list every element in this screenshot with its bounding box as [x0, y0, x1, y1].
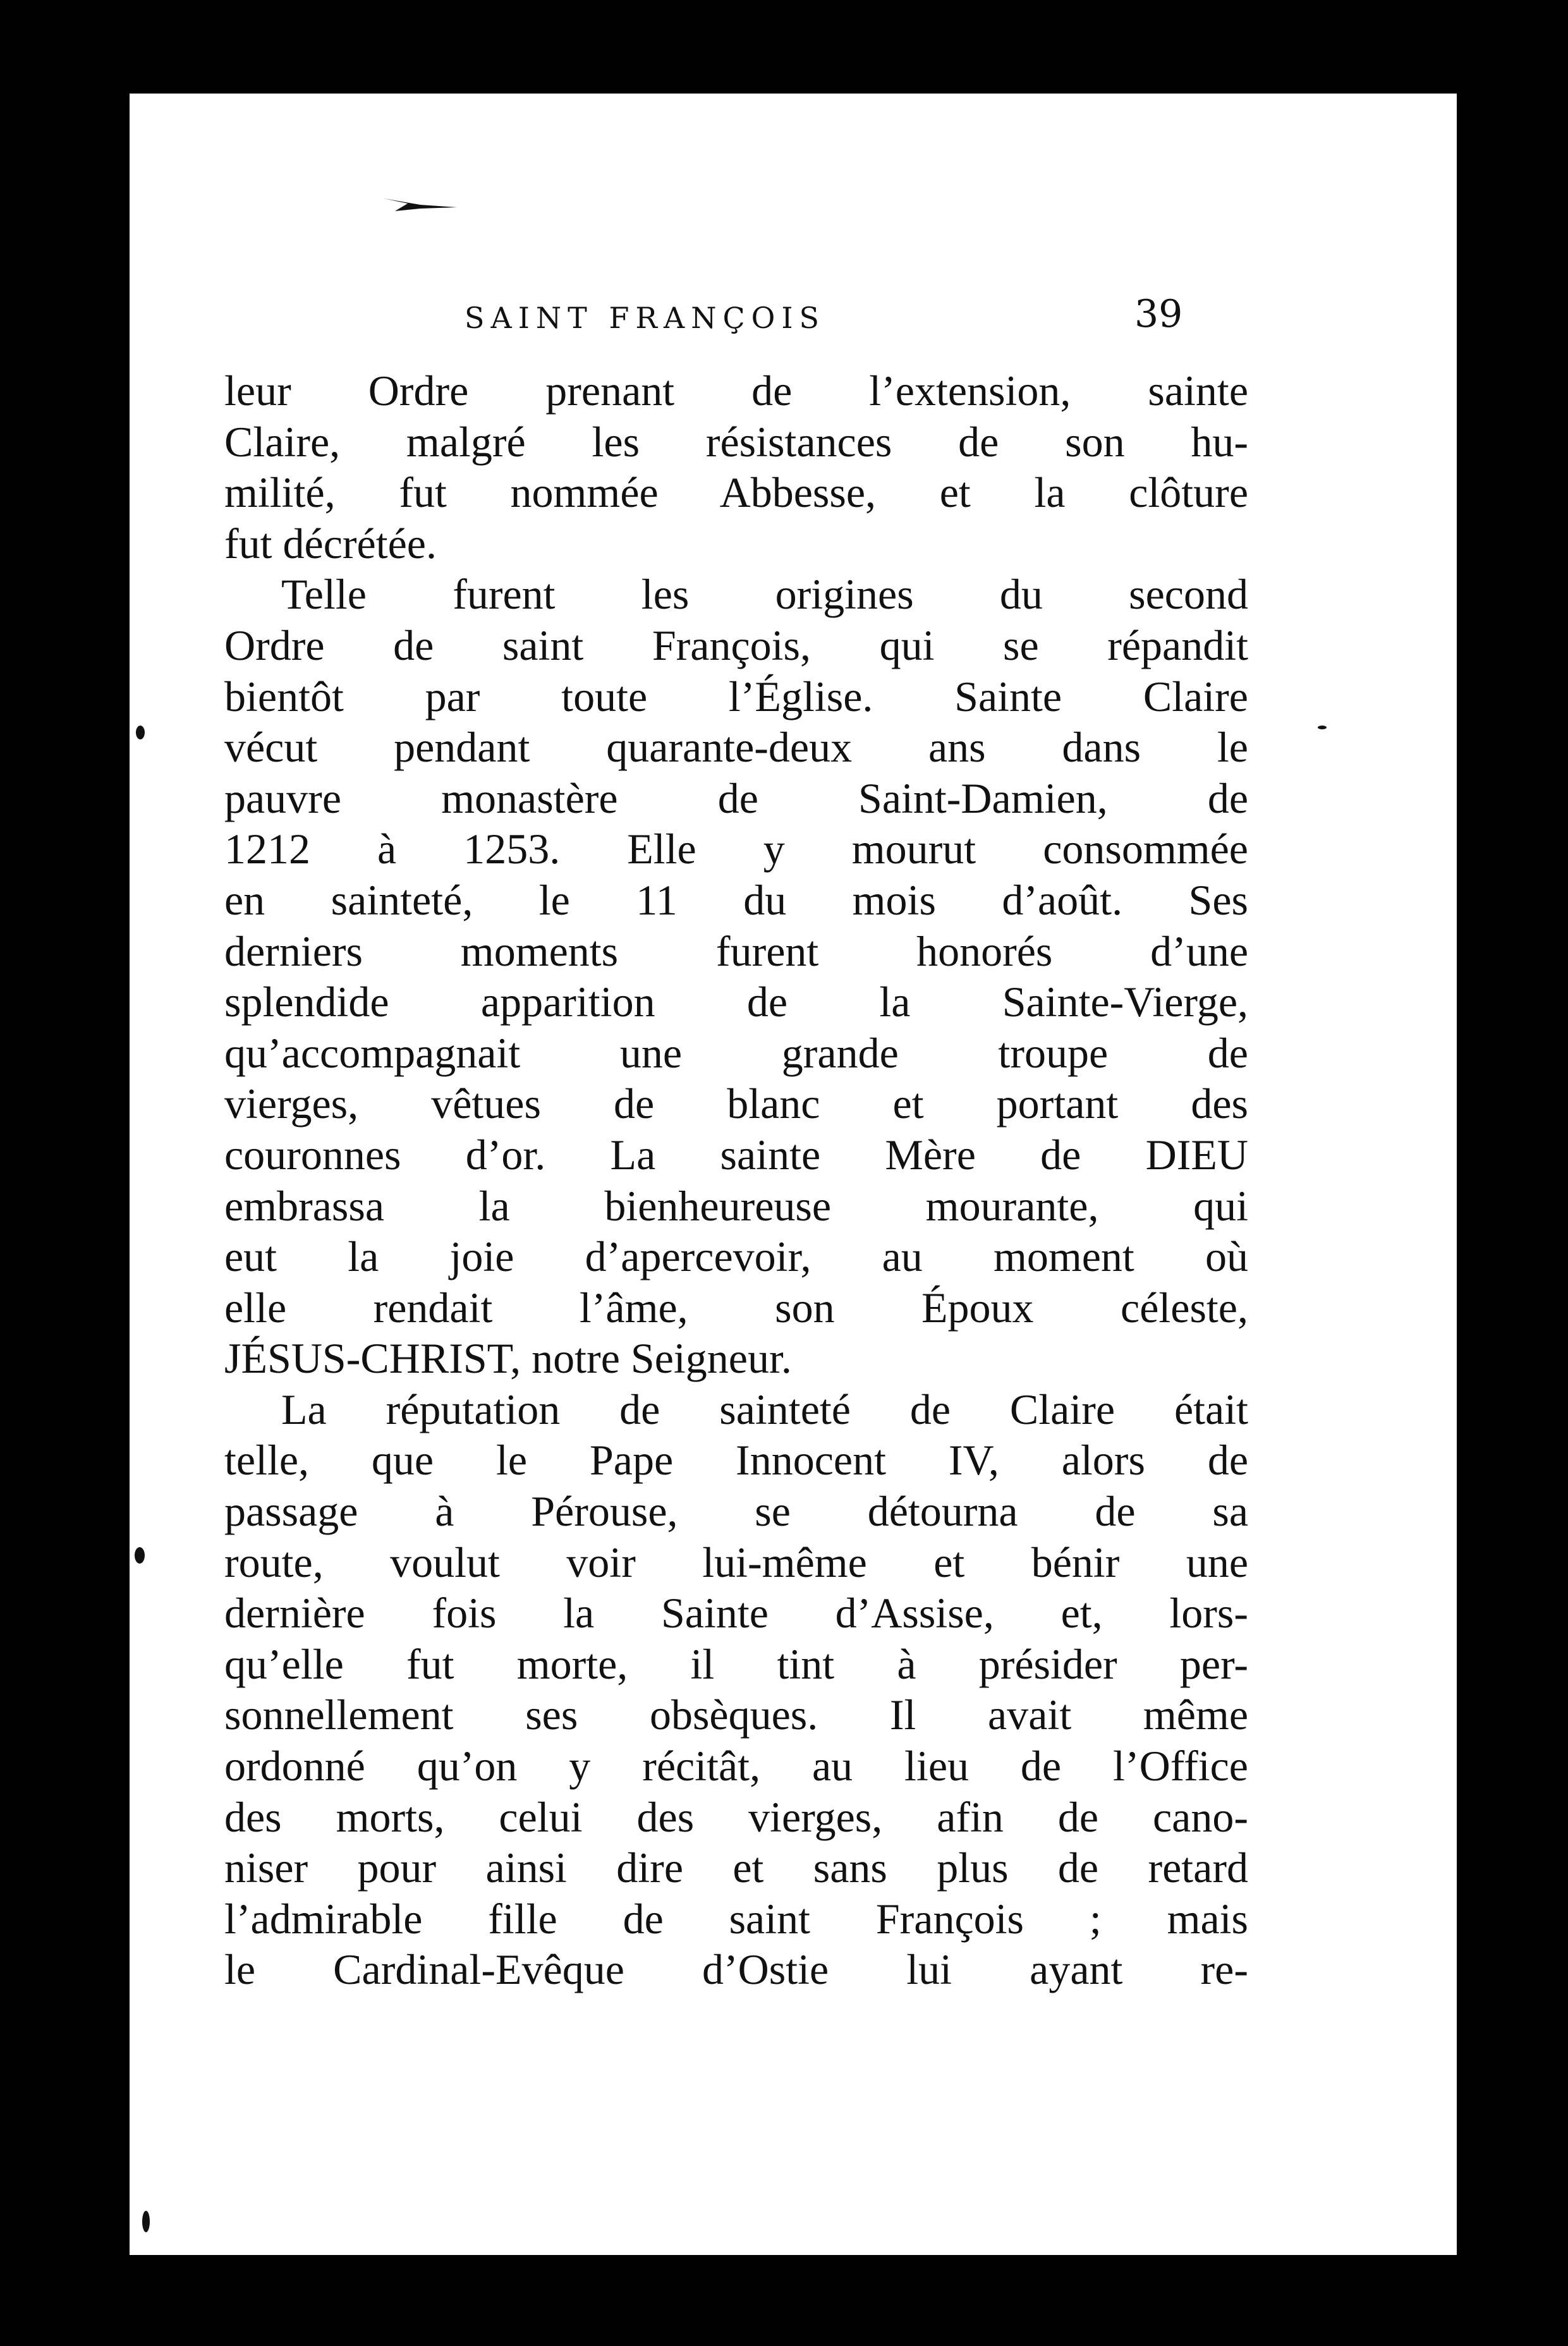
ink-speck [1318, 726, 1327, 729]
text-line: le Cardinal-Evêque d’Ostie lui ayant re- [224, 1945, 1248, 1994]
text-line: Ordre de saint François, qui se répandit [224, 621, 1248, 669]
book-page [130, 94, 1457, 2255]
text-line: 1212 à 1253. Elle y mourut consommée [224, 825, 1248, 873]
text-line: bientôt par toute l’Église. Sainte Claire [224, 672, 1248, 720]
text-line: niser pour ainsi dire et sans plus de retard [224, 1844, 1248, 1892]
text-line: milité, fut nommée Abbesse, et la clôture [224, 468, 1248, 517]
text-line: vécut pendant quarante-deux ans dans le [224, 723, 1248, 772]
text-line: des morts, celui des vierges, afin de cano- [224, 1792, 1248, 1841]
page-number: 39 [1134, 292, 1183, 336]
text-line: Claire, malgré les résistances de son hu- [224, 417, 1248, 466]
text-line: l’admirable fille de saint François ; mais [224, 1894, 1248, 1943]
ink-speck [142, 2211, 150, 2232]
text-line: passage à Pérouse, se détourna de sa [224, 1487, 1248, 1536]
text-line: sonnellement ses obsèques. Il avait même [224, 1691, 1248, 1739]
ink-speck [135, 1547, 145, 1564]
running-head [130, 283, 1242, 346]
text-line: eut la joie d’apercevoir, au moment où [224, 1232, 1248, 1281]
text-line: qu’elle fut morte, il tint à présider per- [224, 1639, 1248, 1688]
text-line: vierges, vêtues de blanc et portant des [224, 1079, 1248, 1128]
text-line: elle rendait l’âme, son Époux céleste, [224, 1283, 1248, 1332]
ink-speck [136, 726, 145, 739]
body-text [224, 365, 1248, 1995]
text-line: leur Ordre prenant de l’extension, sainte [224, 367, 1248, 415]
printer-ornament-mark [382, 195, 458, 212]
text-line: dernière fois la Sainte d’Assise, et, lors- [224, 1589, 1248, 1638]
text-line: ordonné qu’on y récitât, au lieu de l’Office [224, 1742, 1248, 1790]
text-line: derniers moments furent honorés d’une [224, 927, 1248, 975]
text-line: en sainteté, le 11 du mois d’août. Ses [224, 875, 1248, 924]
text-line: embrassa la bienheureuse mourante, qui [224, 1181, 1248, 1230]
text-line: couronnes d’or. La sainte Mère de DIEU [224, 1130, 1248, 1179]
text-line: JÉSUS-CHRIST, notre Seigneur. [224, 1334, 792, 1383]
running-title: SAINT FRANÇOIS [465, 301, 826, 335]
text-line: telle, que le Pape Innocent IV, alors de [224, 1436, 1248, 1485]
text-line: Telle furent les origines du second [281, 570, 1248, 619]
text-line: fut décrétée. [224, 519, 437, 568]
text-line: qu’accompagnait une grande troupe de [224, 1028, 1248, 1077]
text-line: route, voulut voir lui-même et bénir une [224, 1538, 1248, 1586]
text-line: La réputation de sainteté de Claire était [281, 1385, 1248, 1433]
text-line: splendide apparition de la Sainte-Vierge, [224, 978, 1248, 1026]
text-line: pauvre monastère de Saint-Damien, de [224, 774, 1248, 822]
